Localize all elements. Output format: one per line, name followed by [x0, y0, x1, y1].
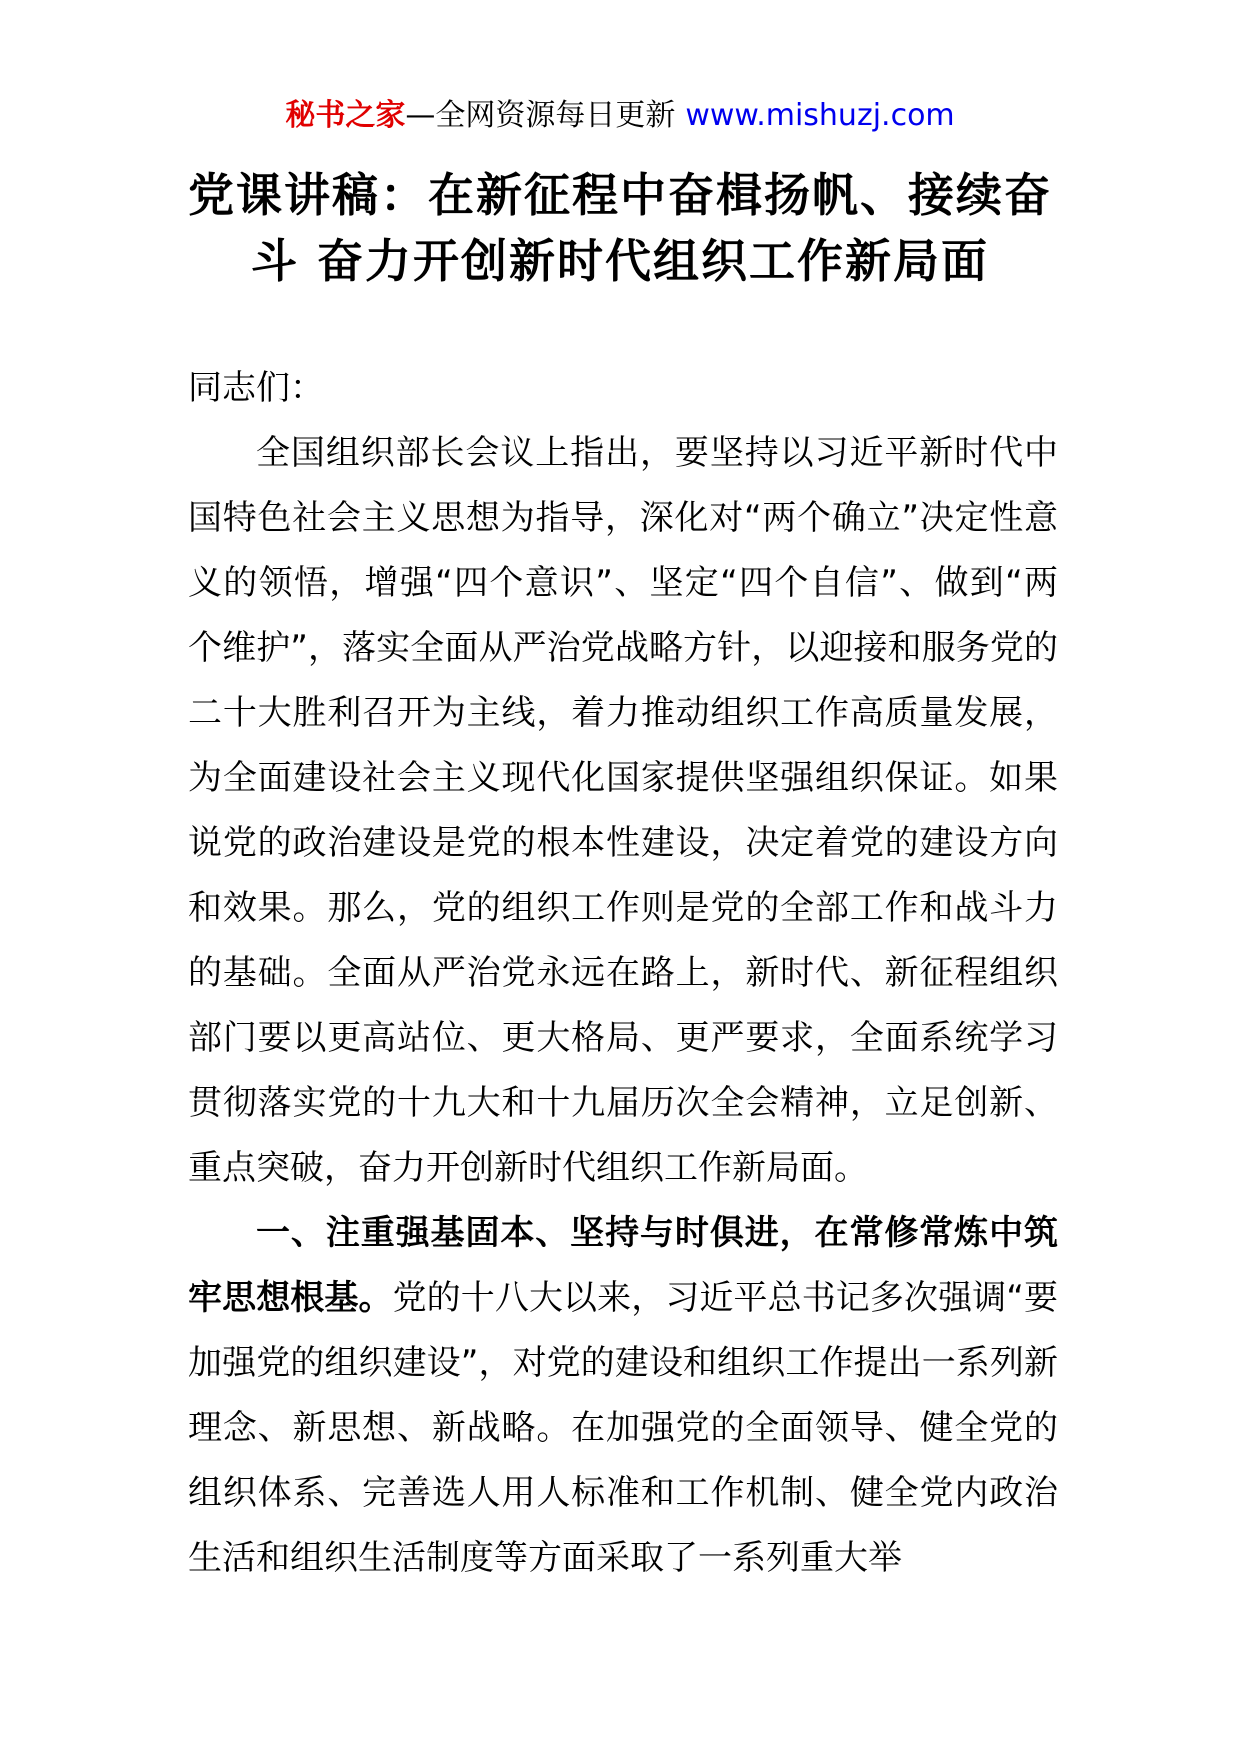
- section-heading: 一、注重强基固本、坚持与时俱进，在常修常炼中筑牢思想根基。: [188, 1213, 1058, 1318]
- paragraph-text: 全国组织部长会议上指出，要坚持以习近平新时代中国特色社会主义思想为指导，深化对“两个确立”决定性意义的领悟，增强“四个意识”、坚定“四个自信”、做到“两个维护”，落实全面从严治党战略方针，以迎接和服务党的二十大胜利召开为主线，着力推动组织工作高质量发展，为全面建设社会主义现代化国家提供坚强组织保证。如果说党的政治建设是党的根本性建设，决定着党的建设方向和效果。那么，党的组织工作则是党的全部工作和战斗力的基础。全面从严治党永远在路上，新时代、新征程组织部门要以更高站位、更大格局、更严要求，全面系统学习贯彻落实党的十九大和十九届历次全会精神，立足创新、重点突破，奋力开创新时代组织工作新局面。: [188, 433, 1058, 1188]
- salutation: 同志们：: [188, 368, 324, 408]
- document-title: 党课讲稿：在新征程中奋楫扬帆、接续奋斗 奋力开创新时代组织工作新局面: [188, 168, 1052, 288]
- document-body: [188, 356, 1058, 1591]
- paragraph-text: 党的十八大以来，习近平总书记多次强调“要加强党的组织建设”，对党的建设和组织工作提出一系列新理念、新思想、新战略。在加强党的全面领导、健全党的组织体系、完善选人用人标准和工作机制、健全党内政治生活和组织生活制度等方面采取了一系列重大举: [188, 1278, 1058, 1578]
- brand-name: 秘书之家: [285, 98, 406, 133]
- site-tagline: —全网资源每日更新: [405, 98, 676, 133]
- paragraph-intro: [188, 421, 1058, 1201]
- paragraph-section-one: [188, 1201, 1058, 1591]
- site-url-link[interactable]: www.mishuzj.com: [685, 98, 955, 133]
- site-header: [0, 96, 1240, 136]
